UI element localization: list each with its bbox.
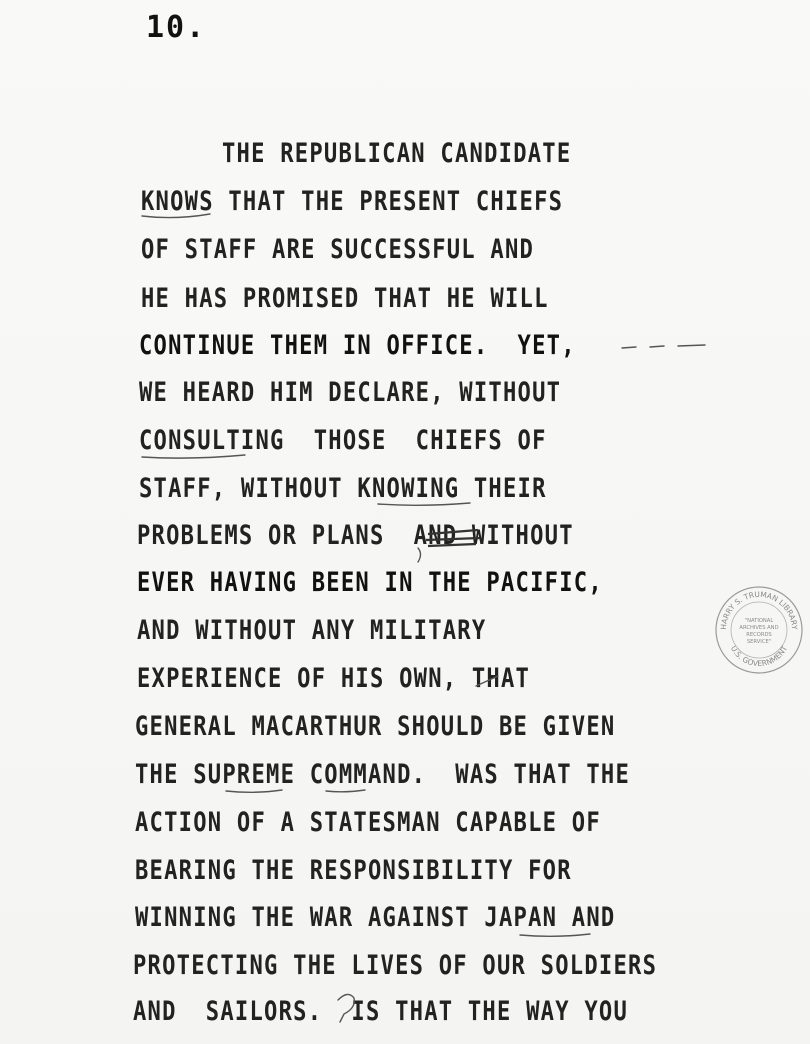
text-line-2: KNOWS THAT THE PRESENT CHIEFS [141,186,564,217]
text-line-1: THE REPUBLICAN CANDIDATE [222,138,572,169]
underline-supreme [226,790,282,792]
text-line-3: OF STAFF ARE SUCCESSFUL AND [141,234,535,265]
text-line-12: EXPERIENCE OF HIS OWN, THAT [137,663,531,694]
stamp-center-line-3: RECORDS [746,632,772,638]
text-line-13: GENERAL MACARTHUR SHOULD BE GIVEN [135,711,616,742]
stamp-ring-text: HARRY S. TRUMAN LIBRARY [718,589,800,631]
text-line-8: STAFF, WITHOUT KNOWING THEIR [139,473,547,504]
text-line-6: WE HEARD HIM DECLARE, WITHOUT [139,377,562,408]
text-line-9: PROBLEMS OR PLANS AND WITHOUT [137,520,574,551]
page-number: 10. [146,10,207,45]
text-line-5: CONTINUE THEM IN OFFICE. YET, [139,330,576,361]
text-line-17: WINNING THE WAR AGAINST JAPAN AND [135,902,616,933]
text-line-16: BEARING THE RESPONSIBILITY FOR [135,855,572,886]
underline-japan [520,934,590,936]
text-line-14: THE SUPREME COMMAND. WAS THAT THE [135,759,631,790]
stamp-center-line-1: "NATIONAL [744,618,774,624]
text-line-18: PROTECTING THE LIVES OF OUR SOLDIERS [133,950,658,981]
archive-stamp [714,585,804,675]
underline-command [326,790,365,792]
text-line-7: CONSULTING THOSE CHIEFS OF [139,425,547,456]
dashes-after-yet [622,345,705,348]
svg-text:U.S. GOVERNMENT [729,644,790,668]
stamp-bottom-text: U.S. GOVERNMENT [728,644,790,669]
text-line-10: EVER HAVING BEEN IN THE PACIFIC, [137,567,603,598]
text-line-11: AND WITHOUT ANY MILITARY [137,615,487,646]
stamp-center-line-4: SERVICE" [746,639,772,645]
text-line-4: HE HAS PROMISED THAT HE WILL [141,283,549,314]
text-line-15: ACTION OF A STATESMAN CAPABLE OF [135,807,601,838]
text-line-19: AND SAILORS. IS THAT THE WAY YOU [133,996,629,1027]
stamp-center-line-2: ARCHIVES AND [739,625,779,631]
